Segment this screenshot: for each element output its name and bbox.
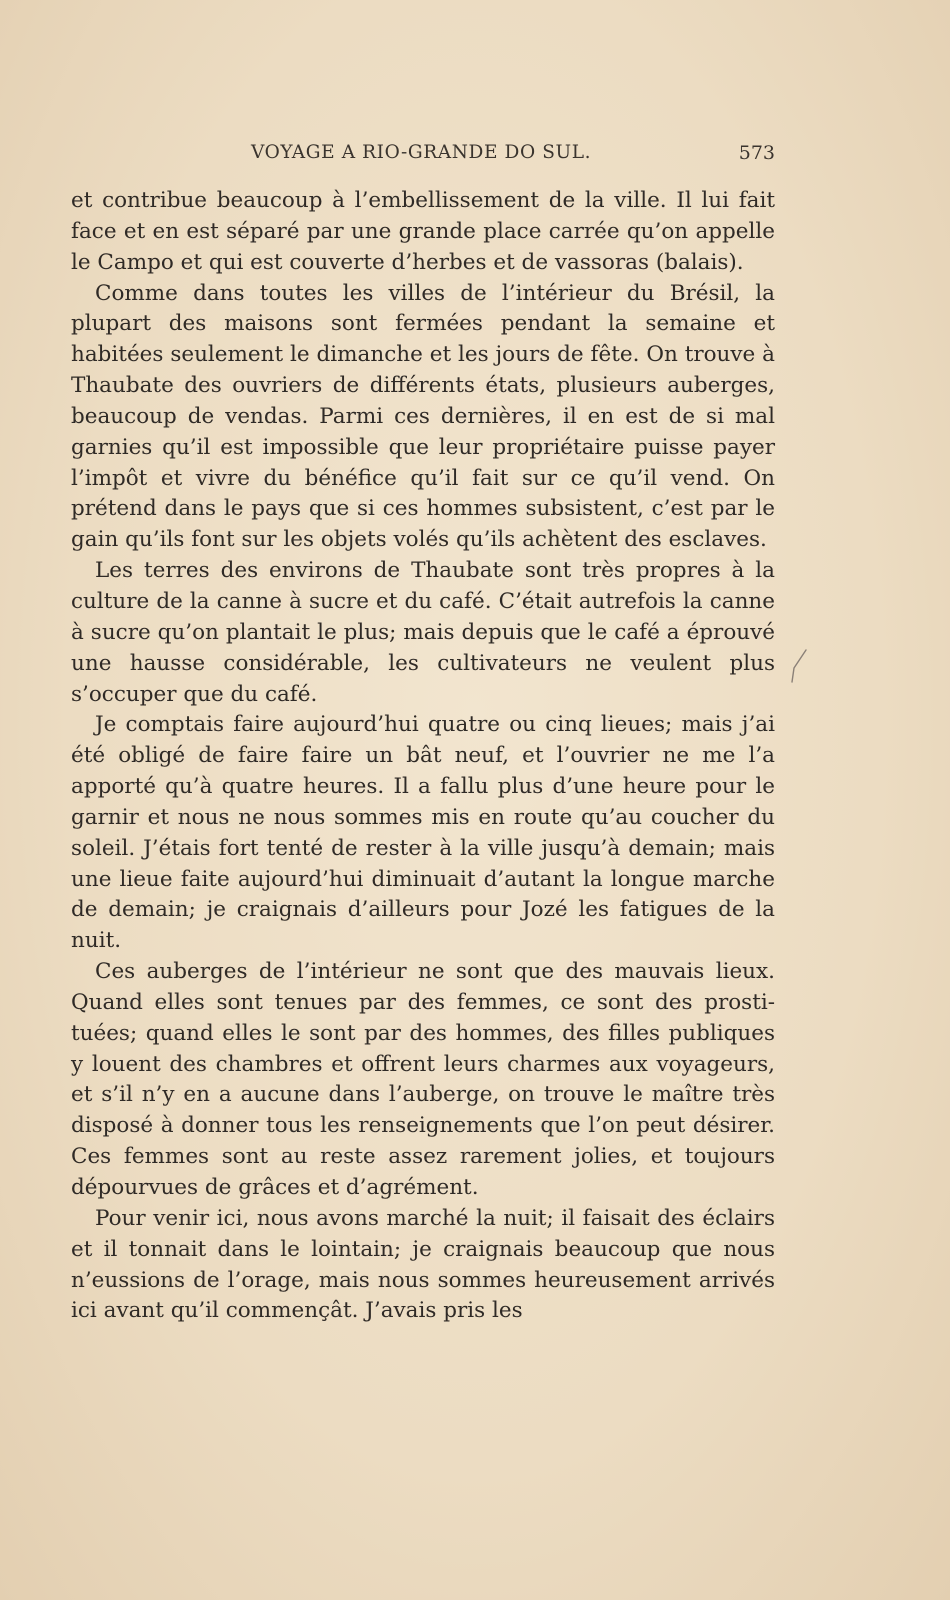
page-number: 573 bbox=[738, 142, 775, 164]
pencil-mark-icon bbox=[790, 648, 808, 684]
running-title: VOYAGE A RIO-GRANDE DO SUL. bbox=[251, 142, 592, 163]
paragraph-6: Pour venir ici, nous avons marché la nuit; il faisait des éclairs et il tonnait dans le lointain; je craignais beaucoup que nous n’eussions de l’orage, mais nous sommes heureusement arrivés ici avant qu’il commençât. J’avais pris les bbox=[71, 1205, 775, 1324]
body-text bbox=[71, 186, 775, 1327]
paragraph-2: Comme dans toutes les villes de l’intérieur du Brésil, la plupart des maisons sont fermées pendant la semaine et habitées seulement le dimanche et les jours de fête. On trouve à Thaubate des ouvriers de différents états, plusieurs auberges, beaucoup de vendas. Parmi ces dernières, il en est de si mal garnies qu’il est impossible que leur propriétaire puisse payer l’impôt et vivre du bénéfice qu’il fait sur ce qu’il vend. On prétend dans le pays que si ces hommes subsistent, c’est par le gain qu’ils font sur les objets volés qu’ils achètent des esclaves. bbox=[71, 280, 775, 553]
paragraph-3: Les terres des environs de Thaubate sont très propres à la culture de la canne à sucre et du café. C’était autrefois la canne à sucre qu’on plantait le plus; mais depuis que le café a éprouvé une hausse considérable, les cultivateurs ne veulent plus s’occuper que du café. bbox=[71, 558, 775, 707]
paragraph-4: Je comptais faire aujourd’hui quatre ou cinq lieues; mais j’ai été obligé de faire faire un bât neuf, et l’ouvrier ne me l’a apporté qu’à quatre heures. Il a fallu plus d’une heure pour le garnir et nous ne nous sommes mis en route qu’au coucher du soleil. J’étais fort tenté de rester à la ville jusqu’à demain; mais une lieue faite aujourd’hui diminuait d’autant la longue marche de demain; je craignais d’ailleurs pour Jozé les fatigues de la nuit. bbox=[71, 712, 775, 954]
page-header bbox=[71, 142, 775, 166]
paragraph-5: Ces auberges de l’intérieur ne sont que des mauvais lieux. Quand elles sont tenues par des femmes, ce sont des prostituées; quand elles le sont par des hommes, des filles publiques y louent des chambres et offrent leurs charmes aux voyageurs, et s’il n’y en a aucune dans l’auberge, on trouve le maître très disposé à donner tous les renseignements que l’on peut désirer. Ces femmes sont au reste assez rarement jolies, et toujours dépourvues de grâces et d’agrément. bbox=[71, 959, 775, 1200]
paragraph-1: et contribue beaucoup à l’embellissement de la ville. Il lui fait face et en est séparé par une grande place carrée qu’on appelle le Campo et qui est couverte d’herbes et de vassoras (balais). bbox=[71, 188, 775, 275]
